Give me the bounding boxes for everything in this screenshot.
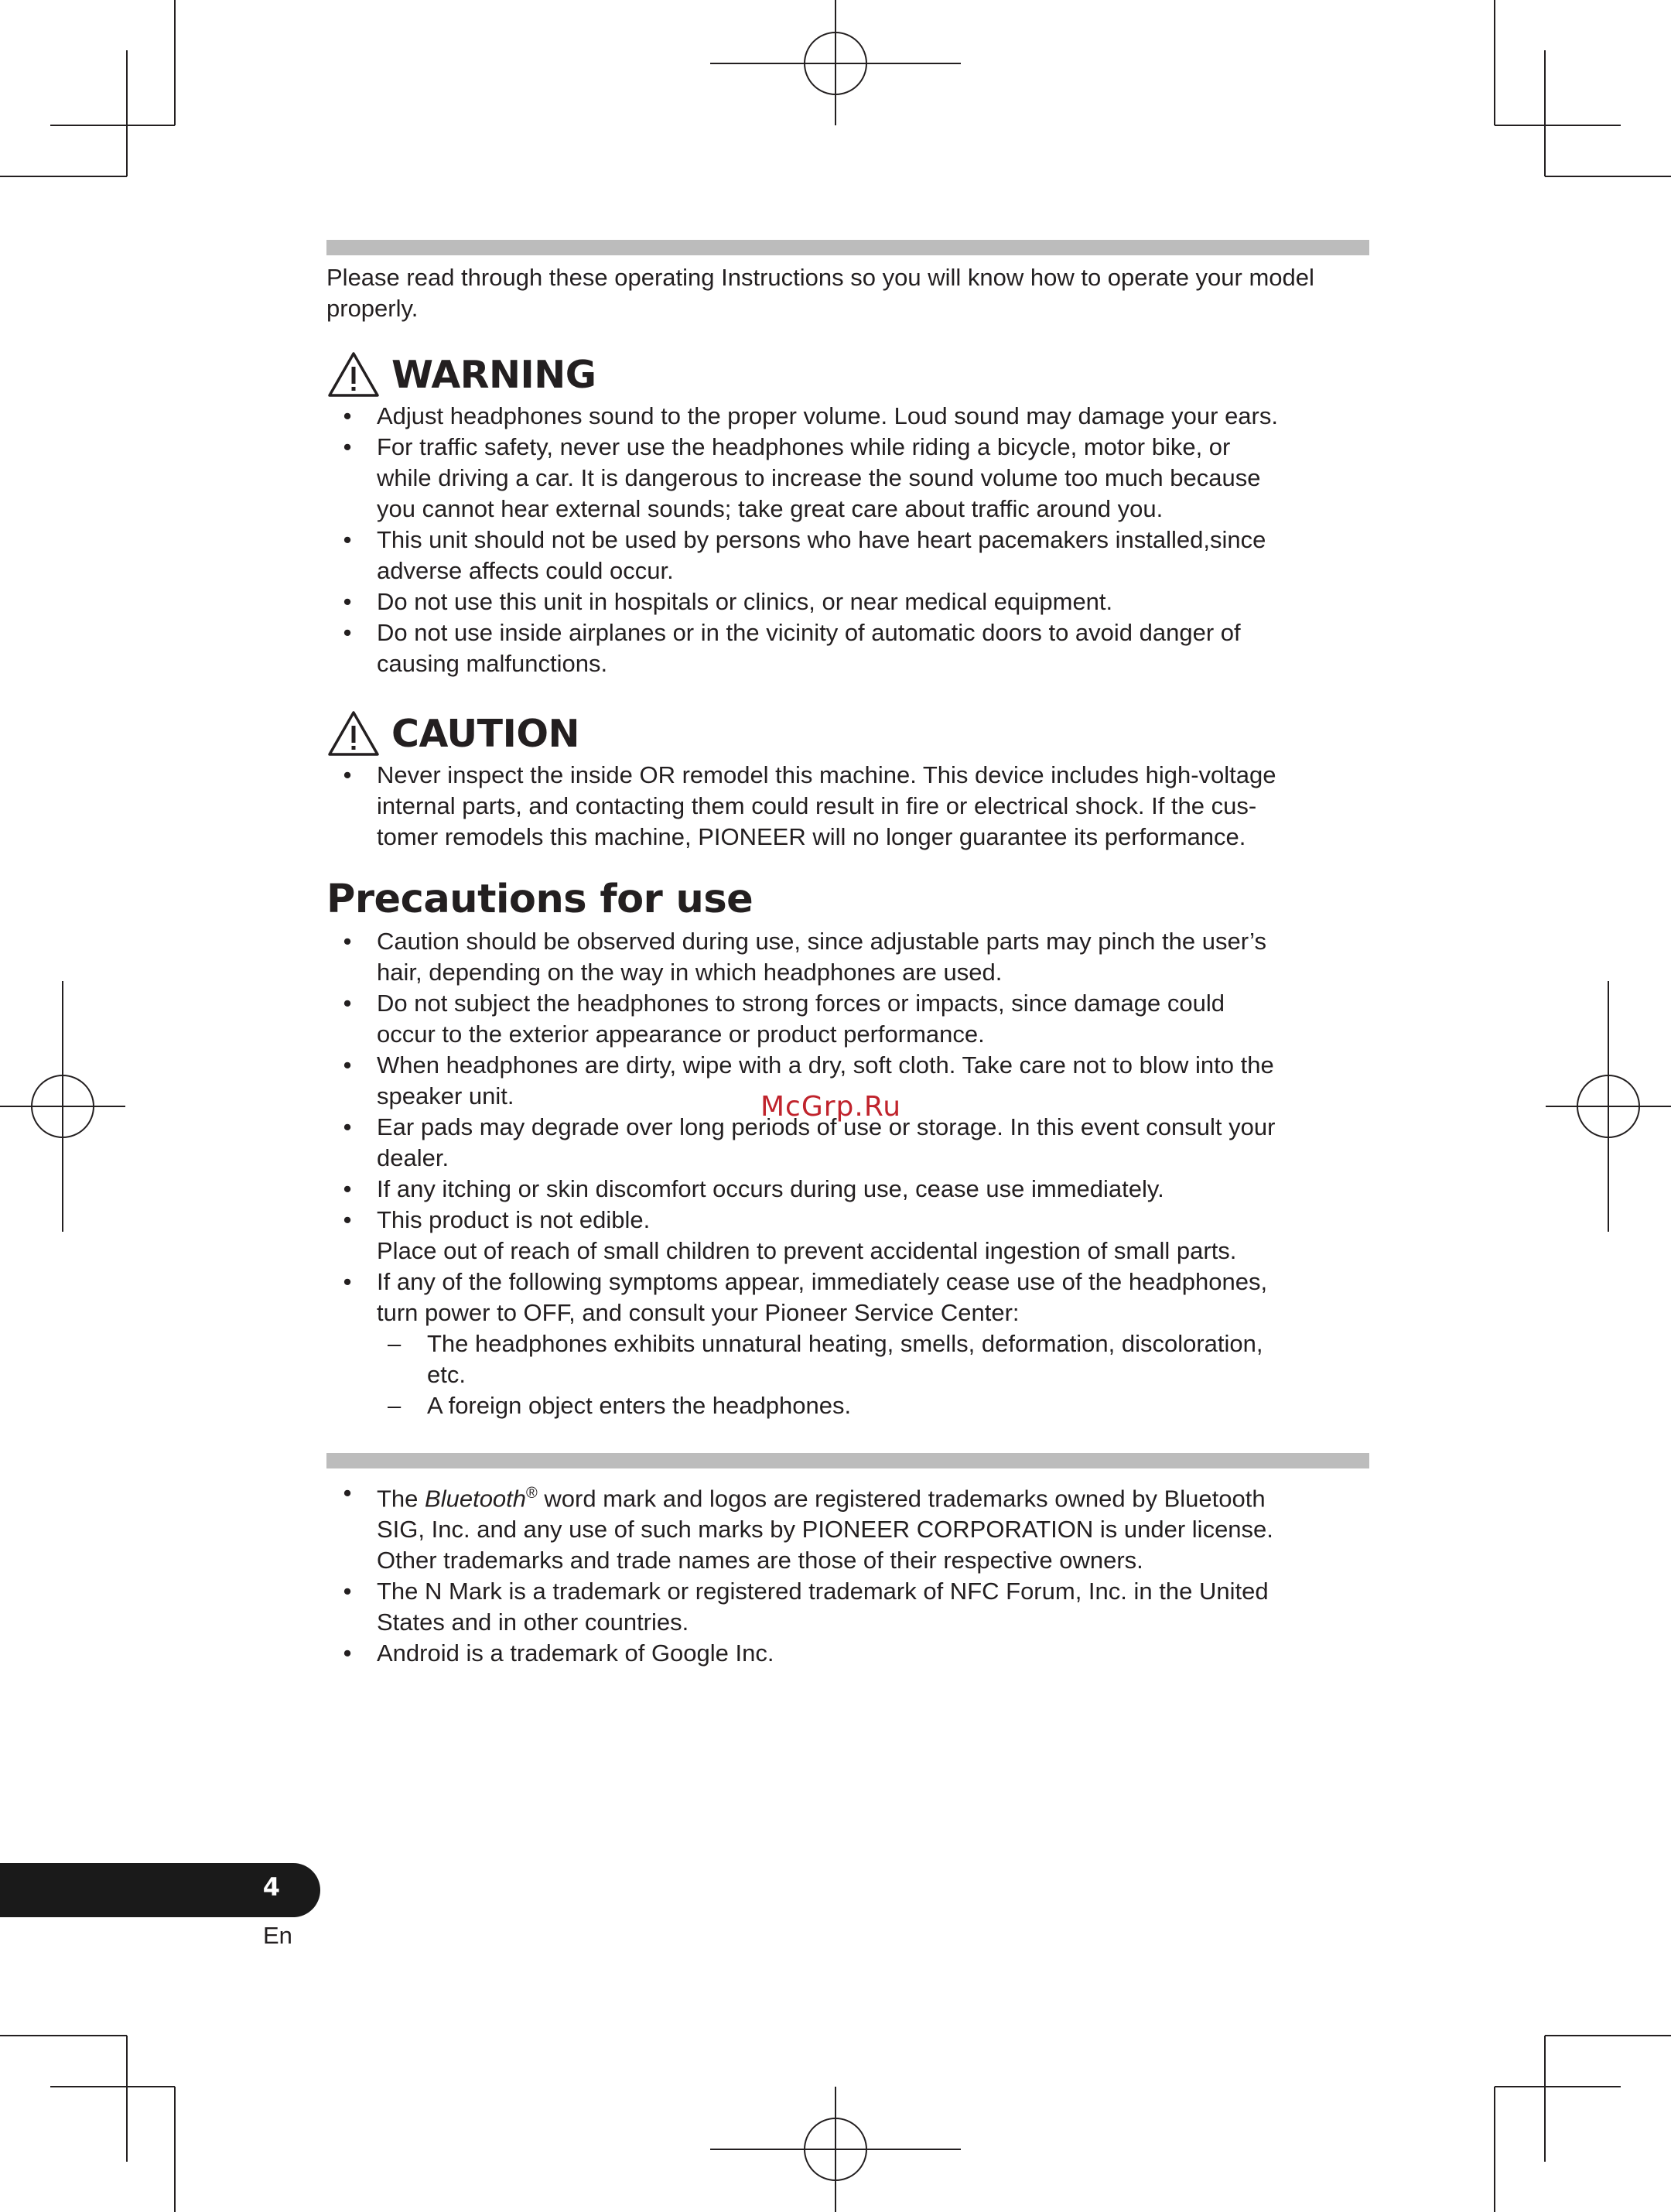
bullet: • [343,1206,352,1233]
list-item: • Adjust headphones sound to the proper volume. Loud sound may damage your ears. [326,401,1372,432]
intro-block [326,262,1372,324]
warning-triangle-icon [326,709,381,757]
bullet: • [343,402,352,429]
section-bar-top [326,240,1369,255]
page-language: En [263,1922,292,1949]
list-item: • The Bluetooth® word mark and logos are registered trademarks owned by Bluetooth SIG, Inc. and any use of such marks by PIONEER CORPORATION is under license. Other trademarks and trade names are those of their respective owners. [326,1478,1372,1576]
bullet: • [343,1175,352,1202]
list-item: • The N Mark is a trademark or registered trademark of NFC Forum, Inc. in the United States and in other countries. [326,1576,1372,1638]
precautions-title: Precautions for use [326,877,753,922]
page-number: 4 [262,1872,280,1902]
dash: – [388,1330,402,1357]
list-item: • For traffic safety, never use the headphones while riding a bicycle, motor bike, or while driving a car. It is dangerous to increase the sound volume too much because you cannot hear external sounds; take great care about traffic around you. [326,432,1372,525]
bullet: • [343,761,352,788]
trademarks-list [326,1478,1372,1669]
sub-list-item: – A foreign object enters the headphones. [377,1390,1372,1421]
list-item: • Do not use inside airplanes or in the vicinity of automatic doors to avoid danger of causing malfunctions. [326,617,1372,679]
warning-section [326,348,1372,679]
page-number-tab [0,1863,320,1917]
bullet: • [343,1578,352,1605]
caution-title: CAUTION [391,711,579,756]
caution-list [326,760,1372,853]
caution-heading [326,707,1372,760]
intro-text: Please read through these operating Instructions so you will know how to operate your model properly. [326,264,1314,322]
list-item: • If any of the following symptoms appear, immediately cease use of the headphones, turn power to OFF, and consult your Pioneer Service Center: – The headphones exhibits unnatural heating, smells, deformation, discoloration, etc. – A foreign object enters the headphones. [326,1267,1372,1421]
watermark: McGrp.Ru [760,1091,902,1123]
trademarks-section [326,1478,1372,1669]
list-item: • Do not subject the headphones to strong forces or impacts, since damage could occur to the exterior appearance or product performance. [326,988,1372,1050]
symptom-list [377,1328,1372,1421]
dash: – [388,1392,402,1419]
section-bar-trademarks [326,1453,1369,1468]
warning-list [326,401,1372,679]
list-item: • When headphones are dirty, wipe with a dry, soft cloth. Take care not to blow into the speaker unit. [326,1050,1372,1112]
bullet: • [343,1051,352,1079]
list-item: • If any itching or skin discomfort occurs during use, cease use immediately. [326,1174,1372,1205]
sub-list-item: – The headphones exhibits unnatural heating, smells, deformation, discoloration, etc. [388,1330,1263,1388]
bullet: • [343,928,352,955]
bullet: • [343,990,352,1017]
bullet: • [343,1639,352,1667]
list-item: • This product is not edible. Place out of reach of small children to prevent accidental ingestion of small parts. [326,1205,1372,1267]
list-item: • Android is a trademark of Google Inc. [326,1638,1372,1669]
precautions-section [326,874,1372,1421]
list-item: • Do not use this unit in hospitals or clinics, or near medical equipment. [326,586,1372,617]
bullet: • [343,588,352,615]
caution-section [326,707,1372,853]
list-item: • Caution should be observed during use, since adjustable parts may pinch the user’s hair, depending on the way in which headphones are used. [326,926,1372,988]
warning-title: WARNING [391,352,596,397]
list-item: • Never inspect the inside OR remodel this machine. This device includes high-voltage internal parts, and contacting them could result in fire or electrical shock. If the cus- tomer remodels this machine, PIONEER will no longer guarantee its performance. [326,760,1372,853]
warning-triangle-icon [326,350,381,398]
bluetooth-word: Bluetooth [425,1485,527,1513]
precautions-list [326,926,1372,1421]
bullet: • [343,1113,352,1140]
list-item: • Ear pads may degrade over long periods of use or storage. In this event consult your dealer. [326,1112,1372,1174]
bullet: • [343,1479,352,1506]
warning-heading [326,348,1372,401]
bullet: • [343,433,352,460]
bullet: • [343,526,352,553]
bullet: • [343,1268,352,1295]
bullet: • [343,619,352,646]
list-item: • This unit should not be used by persons who have heart pacemakers installed,since adverse affects could occur. [326,525,1372,586]
